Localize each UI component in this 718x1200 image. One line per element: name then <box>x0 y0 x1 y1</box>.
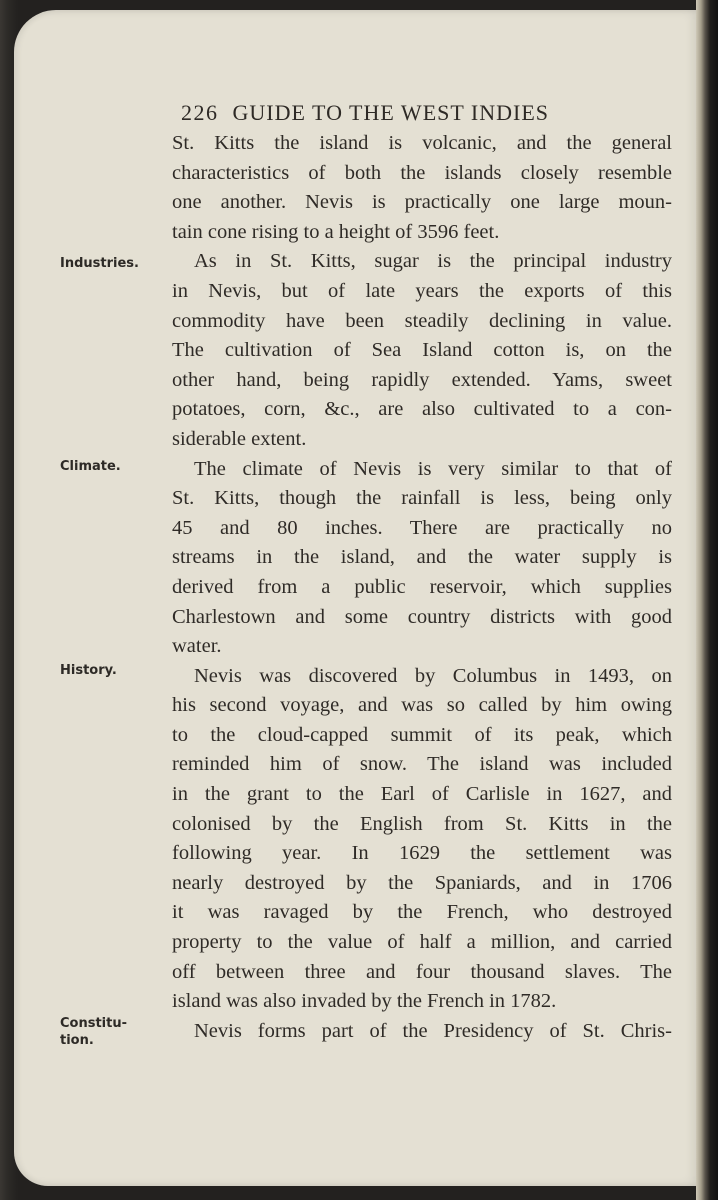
text-line: Nevis was discovered by Columbus in 1493, on <box>194 664 672 687</box>
text-line: Charlestown and some country districts with good <box>172 605 672 628</box>
sidenote-industries: Industries. <box>60 256 139 271</box>
text-line: following year. In 1629 the settlement was <box>172 842 672 865</box>
sidenote-constitution-line-2: tion. <box>60 1033 94 1048</box>
text-line: one another. Nevis is practically one large moun- <box>172 191 672 214</box>
sidenote-climate: Climate. <box>60 459 121 474</box>
text-line: commodity have been steadily declining in value. <box>172 309 672 332</box>
text-line: water. <box>172 635 222 658</box>
running-header <box>181 100 651 126</box>
text-line: The cultivation of Sea Island cotton is, on the <box>172 339 672 362</box>
text-line: tain cone rising to a height of 3596 feet. <box>172 220 500 243</box>
text-line: property to the value of half a million, and carried <box>172 931 672 954</box>
text-line: derived from a public reservoir, which supplies <box>172 575 672 598</box>
text-line: off between three and four thousand slaves. The <box>172 960 672 983</box>
text-line: streams in the island, and the water supply is <box>172 546 672 569</box>
text-line: The climate of Nevis is very similar to that of <box>194 457 672 480</box>
text-line: in the grant to the Earl of Carlisle in 1627, and <box>172 783 672 806</box>
text-line: 45 and 80 inches. There are practically no <box>172 516 672 539</box>
text-line: his second voyage, and was so called by him owing <box>172 694 672 717</box>
text-line: Nevis forms part of the Presidency of St. Chris- <box>194 1019 672 1042</box>
body-text <box>172 129 672 1046</box>
text-line: As in St. Kitts, sugar is the principal industry <box>194 250 672 273</box>
text-line: St. Kitts the island is volcanic, and the general <box>172 132 672 154</box>
text-line: in Nevis, but of late years the exports of this <box>172 279 672 302</box>
sidenote-history: History. <box>60 663 117 678</box>
text-line: colonised by the English from St. Kitts in the <box>172 812 672 835</box>
text-line: potatoes, corn, &c., are also cultivated to a con- <box>172 398 672 421</box>
text-line: island was also invaded by the French in 1782. <box>172 990 557 1013</box>
text-line: it was ravaged by the French, who destroyed <box>172 901 672 924</box>
page-number: 226 <box>181 100 219 125</box>
text-line: siderable extent. <box>172 427 307 450</box>
sidenote-constitution-line-1: Constitu- <box>60 1016 127 1031</box>
running-title: GUIDE TO THE WEST INDIES <box>232 100 550 125</box>
text-line: reminded him of snow. The island was included <box>172 753 672 776</box>
text-line: to the cloud-capped summit of its peak, which <box>172 723 672 746</box>
text-line: other hand, being rapidly extended. Yams, sweet <box>172 368 672 391</box>
book-spine-shadow <box>696 0 718 1200</box>
text-line: characteristics of both the islands closely resemble <box>172 161 672 184</box>
text-line: nearly destroyed by the Spaniards, and in 1706 <box>172 871 672 894</box>
text-line: St. Kitts, though the rainfall is less, being only <box>172 487 672 510</box>
sidenote-constitution <box>60 1015 160 1049</box>
